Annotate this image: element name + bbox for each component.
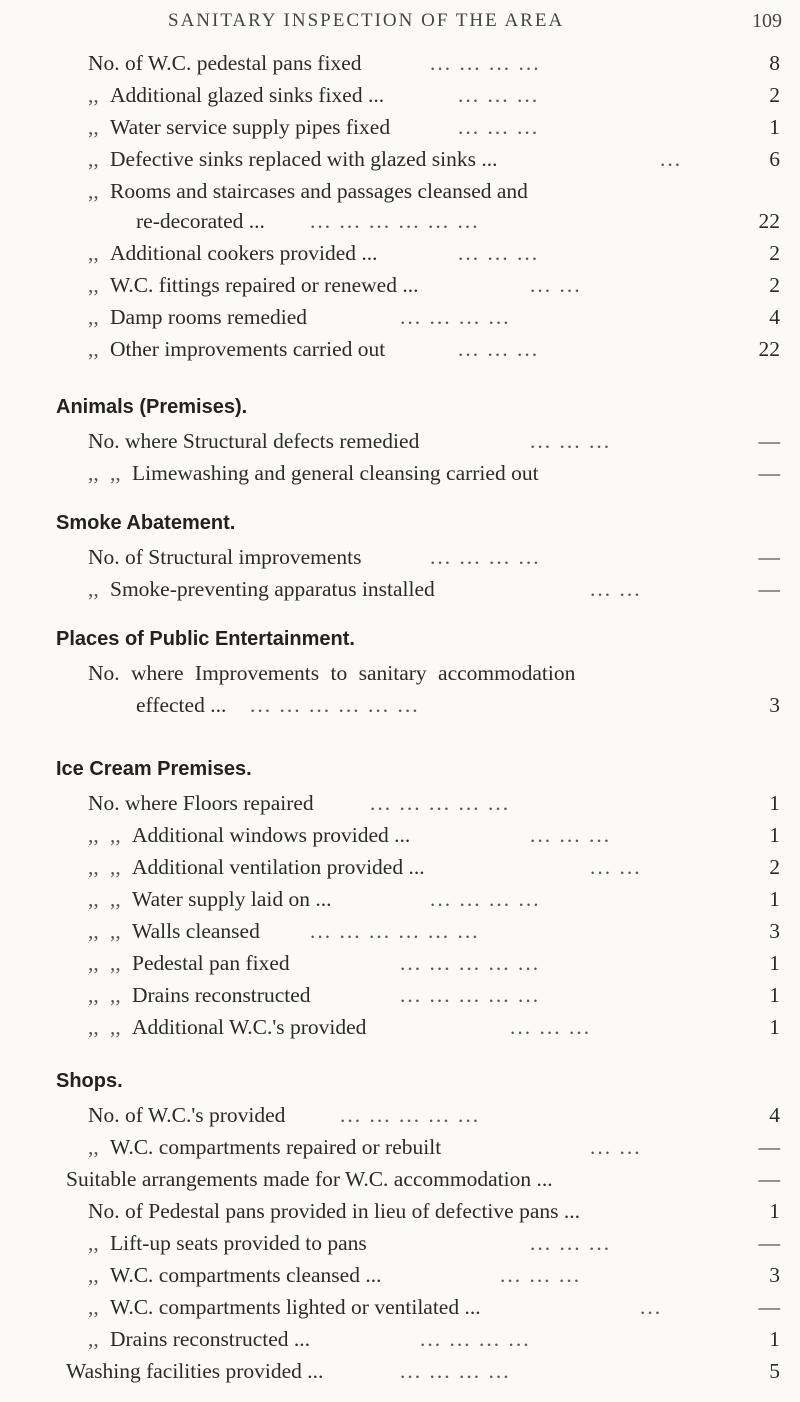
item-label: Other improvements carried out — [110, 337, 386, 361]
leader-dots: ... — [660, 147, 683, 171]
ditto-mark: ,, — [110, 887, 121, 911]
item-label: Additional ventilation provided ... — [132, 855, 425, 879]
item-value: 22 — [758, 209, 780, 233]
leader-dots: ... ... ... ... ... ... — [310, 209, 480, 233]
item-value: 2 — [769, 273, 780, 297]
item-value: 1 — [769, 1327, 780, 1351]
item-label: Lift-up seats provided to pans — [110, 1231, 367, 1255]
list-item — [0, 270, 800, 300]
ditto-mark: ,, — [110, 919, 121, 943]
ditto-mark: ,, — [88, 1135, 99, 1159]
leader-dots: ... ... ... ... ... — [340, 1103, 481, 1127]
item-value: 1 — [769, 983, 780, 1007]
item-label: No. of Pedestal pans provided in lieu of defective pans ... — [88, 1199, 580, 1223]
item-value: 4 — [769, 1103, 780, 1127]
leader-dots: ... ... ... ... — [430, 887, 541, 911]
item-value: 3 — [769, 693, 780, 717]
item-value: 1 — [769, 791, 780, 815]
list-item — [0, 820, 800, 850]
leader-dots: ... ... — [590, 1135, 642, 1159]
ditto-mark: ,, — [110, 951, 121, 975]
item-value: 1 — [769, 1015, 780, 1039]
item-value: — — [758, 1167, 780, 1191]
item-value: 3 — [769, 919, 780, 943]
item-label: W.C. compartments repaired or rebuilt — [110, 1135, 442, 1159]
item-label: No. where Structural defects remedied — [88, 429, 420, 453]
list-item — [0, 980, 800, 1010]
list-item — [0, 788, 800, 818]
list-item — [0, 1292, 800, 1322]
leader-dots: ... ... ... — [458, 241, 540, 265]
leader-dots: ... ... ... ... — [400, 305, 511, 329]
item-label: effected ... — [136, 693, 227, 717]
item-value: 1 — [769, 1199, 780, 1223]
leader-dots: ... ... — [530, 273, 582, 297]
leader-dots: ... ... ... ... — [430, 51, 541, 75]
list-item — [0, 1228, 800, 1258]
list-item — [0, 1164, 800, 1194]
list-item — [0, 48, 800, 78]
list-item — [0, 144, 800, 174]
item-value: 1 — [769, 823, 780, 847]
ditto-mark: ,, — [88, 1231, 99, 1255]
item-value: 2 — [769, 241, 780, 265]
item-value: 3 — [769, 1263, 780, 1287]
list-item — [0, 1132, 800, 1162]
ditto-mark: ,, — [88, 577, 99, 601]
ditto-mark: ,, — [88, 115, 99, 139]
list-item — [0, 1012, 800, 1042]
running-header — [0, 10, 800, 40]
leader-dots: ... ... ... ... ... — [370, 791, 511, 815]
list-item — [0, 334, 800, 364]
leader-dots: ... ... ... ... ... ... — [310, 919, 480, 943]
item-value: 22 — [758, 337, 780, 361]
ditto-mark: ,, — [88, 887, 99, 911]
list-item — [0, 302, 800, 332]
list-item — [0, 80, 800, 110]
list-item — [0, 1100, 800, 1130]
leader-dots: ... ... ... — [458, 83, 540, 107]
header-title: SANITARY INSPECTION OF THE AREA — [168, 10, 565, 31]
item-label: Pedestal pan fixed — [132, 951, 290, 975]
leader-dots: ... ... ... — [530, 823, 612, 847]
list-item — [0, 176, 800, 206]
list-item — [0, 690, 800, 720]
item-value: 8 — [769, 51, 780, 75]
ditto-mark: ,, — [88, 179, 99, 203]
ditto-mark: ,, — [88, 1327, 99, 1351]
ditto-mark: ,, — [88, 241, 99, 265]
item-value: 5 — [769, 1359, 780, 1383]
item-value: 1 — [769, 115, 780, 139]
ditto-mark: ,, — [88, 983, 99, 1007]
ditto-mark: ,, — [88, 273, 99, 297]
leader-dots: ... ... ... ... ... — [400, 983, 541, 1007]
item-value: 4 — [769, 305, 780, 329]
list-item — [0, 458, 800, 488]
item-label: W.C. compartments lighted or ventilated ... — [110, 1295, 481, 1319]
leader-dots: ... ... ... ... ... ... — [250, 693, 420, 717]
ditto-mark: ,, — [88, 83, 99, 107]
ditto-mark: ,, — [88, 823, 99, 847]
section-heading-animals: Animals (Premises). — [56, 396, 248, 418]
item-value: 1 — [769, 951, 780, 975]
list-item — [0, 112, 800, 142]
list-item — [0, 948, 800, 978]
item-label: Rooms and staircases and passages cleansed and — [110, 179, 528, 203]
item-value: 2 — [769, 83, 780, 107]
page-number: 109 — [752, 10, 782, 32]
list-item — [0, 238, 800, 268]
list-item — [0, 426, 800, 456]
ditto-mark: ,, — [110, 1015, 121, 1039]
ditto-mark: ,, — [88, 305, 99, 329]
item-label: Walls cleansed — [132, 919, 260, 943]
item-label: No. of W.C. pedestal pans fixed — [88, 51, 362, 75]
ditto-mark: ,, — [88, 1015, 99, 1039]
list-item — [0, 206, 800, 236]
item-label: Limewashing and general cleansing carried out — [132, 461, 539, 485]
item-label: Washing facilities provided ... — [66, 1359, 324, 1383]
leader-dots: ... — [640, 1295, 663, 1319]
leader-dots: ... ... ... — [500, 1263, 582, 1287]
leader-dots: ... ... ... ... — [400, 1359, 511, 1383]
leader-dots: ... ... — [590, 577, 642, 601]
list-item — [0, 1356, 800, 1386]
ditto-mark: ,, — [88, 1295, 99, 1319]
item-label: Additional windows provided ... — [132, 823, 411, 847]
list-item — [0, 1324, 800, 1354]
list-item — [0, 542, 800, 572]
item-value: 6 — [769, 147, 780, 171]
item-value: — — [758, 1295, 780, 1319]
leader-dots: ... ... ... ... — [420, 1327, 531, 1351]
item-label: Water service supply pipes fixed — [110, 115, 391, 139]
item-label: Drains reconstructed — [132, 983, 311, 1007]
item-label: Smoke-preventing apparatus installed — [110, 577, 435, 601]
leader-dots: ... ... ... — [530, 1231, 612, 1255]
leader-dots: ... ... ... — [510, 1015, 592, 1039]
list-item — [0, 658, 800, 688]
ditto-mark: ,, — [110, 823, 121, 847]
item-value: — — [758, 429, 780, 453]
section-heading-places: Places of Public Entertainment. — [56, 628, 355, 650]
ditto-mark: ,, — [88, 461, 99, 485]
item-label: No. of Structural improvements — [88, 545, 362, 569]
ditto-mark: ,, — [110, 855, 121, 879]
item-label: re-decorated ... — [136, 209, 265, 233]
ditto-mark: ,, — [88, 951, 99, 975]
ditto-mark: ,, — [88, 337, 99, 361]
section-heading-ice-cream: Ice Cream Premises. — [56, 758, 252, 780]
leader-dots: ... ... ... — [458, 337, 540, 361]
list-item — [0, 1260, 800, 1290]
list-item — [0, 884, 800, 914]
ditto-mark: ,, — [88, 855, 99, 879]
item-label: Suitable arrangements made for W.C. accommodation ... — [66, 1167, 553, 1191]
ditto-mark: ,, — [88, 919, 99, 943]
ditto-mark: ,, — [110, 461, 121, 485]
leader-dots: ... ... ... — [530, 429, 612, 453]
item-label: Additional glazed sinks fixed ... — [110, 83, 385, 107]
item-label: No. where Floors repaired — [88, 791, 314, 815]
item-value: — — [758, 1231, 780, 1255]
ditto-mark: ,, — [88, 147, 99, 171]
item-label: W.C. fittings repaired or renewed ... — [110, 273, 419, 297]
item-label: Additional W.C.'s provided — [132, 1015, 367, 1039]
item-label: No. where Improvements to sanitary accommodation — [88, 661, 576, 685]
item-label: W.C. compartments cleansed ... — [110, 1263, 382, 1287]
item-label: Water supply laid on ... — [132, 887, 332, 911]
item-label: No. of W.C.'s provided — [88, 1103, 286, 1127]
leader-dots: ... ... — [590, 855, 642, 879]
item-value: — — [758, 545, 780, 569]
item-value: — — [758, 577, 780, 601]
section-heading-smoke: Smoke Abatement. — [56, 512, 236, 534]
ditto-mark: ,, — [110, 983, 121, 1007]
item-value: 1 — [769, 887, 780, 911]
item-value: — — [758, 461, 780, 485]
leader-dots: ... ... ... ... — [430, 545, 541, 569]
item-value: — — [758, 1135, 780, 1159]
list-item — [0, 1196, 800, 1226]
list-item — [0, 916, 800, 946]
item-label: Damp rooms remedied — [110, 305, 308, 329]
item-label: Defective sinks replaced with glazed sinks ... — [110, 147, 498, 171]
section-heading-shops: Shops. — [56, 1070, 123, 1092]
item-label: Drains reconstructed ... — [110, 1327, 310, 1351]
list-item — [0, 852, 800, 882]
list-item — [0, 574, 800, 604]
ditto-mark: ,, — [88, 1263, 99, 1287]
item-value: 2 — [769, 855, 780, 879]
item-label: Additional cookers provided ... — [110, 241, 378, 265]
leader-dots: ... ... ... ... ... — [400, 951, 541, 975]
leader-dots: ... ... ... — [458, 115, 540, 139]
